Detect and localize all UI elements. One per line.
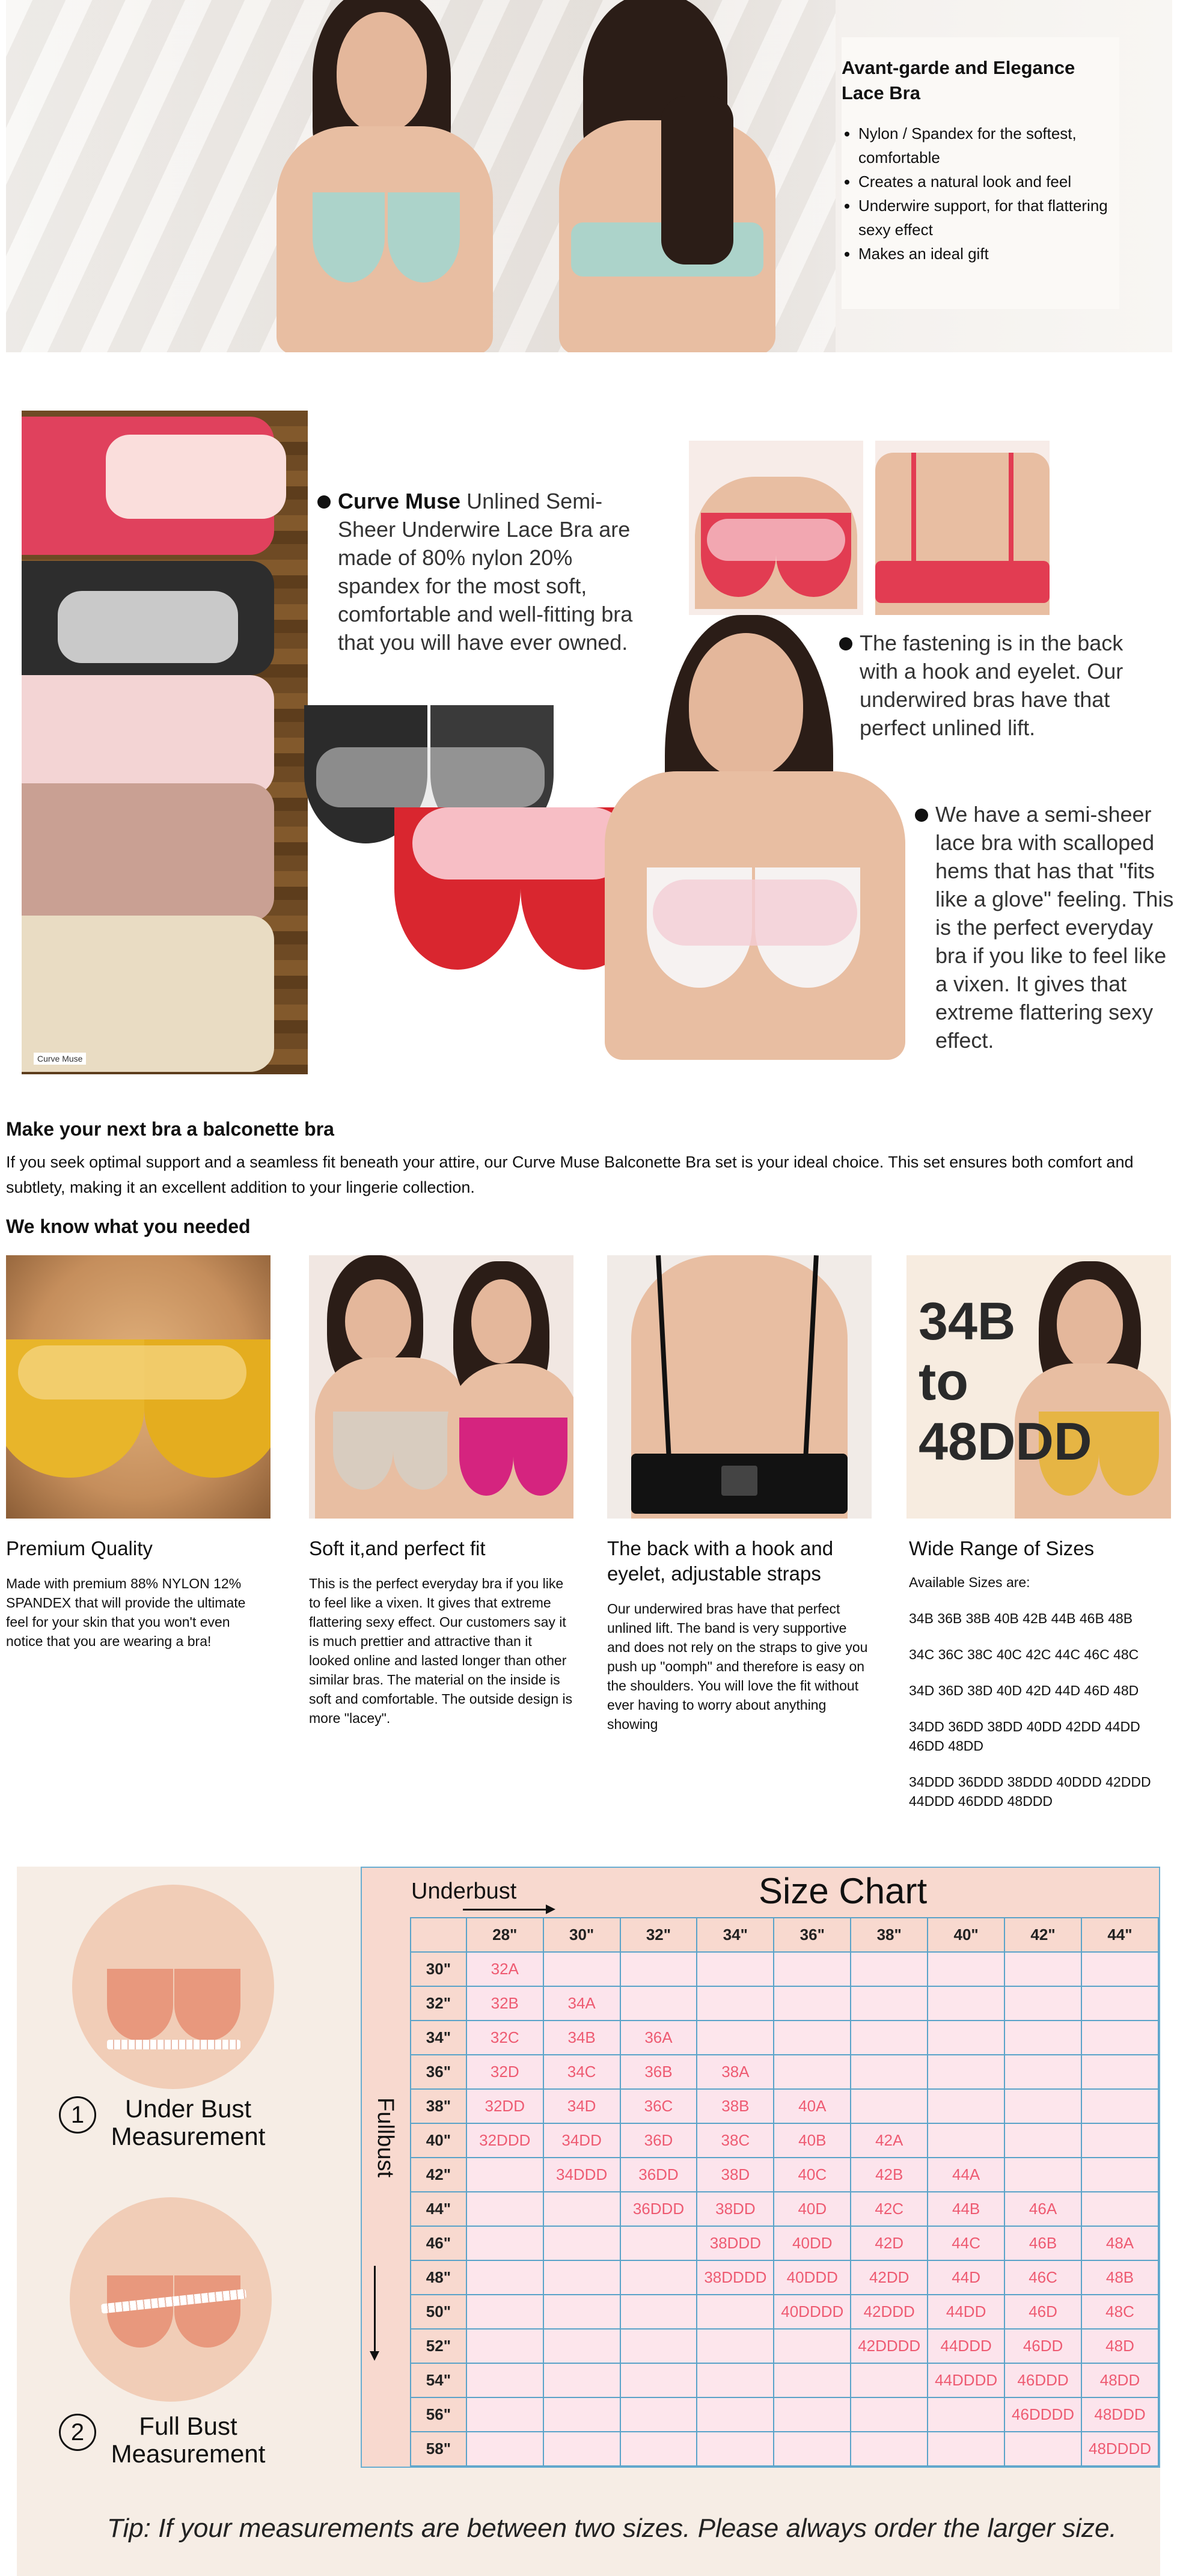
card-title: Premium Quality — [6, 1537, 153, 1559]
size-chart-row — [411, 2260, 1158, 2295]
size-chart-cell: 34D — [543, 2089, 620, 2123]
size-chart-cell — [697, 2432, 774, 2466]
hero-bullet-list — [858, 121, 1117, 266]
size-chart-cell: 34B — [543, 2021, 620, 2055]
size-chart-cell — [928, 2055, 1004, 2089]
size-chart-cell — [697, 2329, 774, 2363]
size-chart-cell: 36DDD — [620, 2192, 697, 2226]
size-chart-cell — [851, 2055, 928, 2089]
size-chart-cell — [851, 2363, 928, 2397]
size-chart-cell — [620, 2329, 697, 2363]
size-chart-cell — [1004, 1952, 1081, 1986]
sizes-row: 34DD 36DD 38DD 40DD 42DD 44DD 46DD 48DD — [909, 1719, 1140, 1754]
size-chart-cell — [620, 2363, 697, 2397]
red-bra-front-image — [689, 441, 863, 615]
size-chart-row — [411, 1986, 1158, 2021]
size-chart-cell: 38B — [697, 2089, 774, 2123]
size-chart-cell — [620, 1952, 697, 1986]
fullbust-row-header: 50" — [411, 2295, 466, 2329]
card-text: Made with premium 88% NYLON 12% SPANDEX that will provide the ultimate feel for your skin that you won't even notice that you are wearing a bra! — [6, 1576, 246, 1649]
size-chart-cell — [543, 2295, 620, 2329]
back-hook-eyelet-image — [607, 1255, 872, 1519]
size-chart-cell: 46DDD — [1004, 2363, 1081, 2397]
card-text: Our underwired bras have that perfect unlined lift. The band is very supportive and does not rely on the straps to give you push up "oomph" and therefore is easy on the shoulders. You will love the fit without ever having to worry about anything showing — [607, 1601, 868, 1732]
underbust-label: Underbust — [411, 1879, 517, 1904]
size-chart-cell — [466, 2158, 543, 2192]
size-chart-row — [411, 2329, 1158, 2363]
size-chart-cell — [851, 2089, 928, 2123]
size-chart-cell — [697, 2021, 774, 2055]
wood-background-bras-image — [22, 411, 308, 1074]
size-chart-cell — [774, 2329, 851, 2363]
size-tip: Tip: If your measurements are between two sizes. Please always order the larger size. — [107, 2513, 1117, 2543]
size-chart-cell — [774, 2432, 851, 2466]
underbust-column-header: 44" — [1081, 1918, 1158, 1952]
size-chart-cell — [851, 1952, 928, 1986]
fullbust-row-header: 32" — [411, 1986, 466, 2021]
card-title: Soft it,and perfect fit — [309, 1537, 486, 1559]
size-chart-cell: 38D — [697, 2158, 774, 2192]
size-chart-cell: 46D — [1004, 2295, 1081, 2329]
size-range-image — [906, 1255, 1171, 1519]
size-chart-cell — [1004, 2089, 1081, 2123]
size-chart-table — [410, 1917, 1159, 2467]
size-chart-cell — [466, 2432, 543, 2466]
size-chart-cell: 40DD — [774, 2226, 851, 2260]
size-chart-row — [411, 1952, 1158, 1986]
size-chart-cell — [466, 2192, 543, 2226]
bullet-dot — [839, 637, 852, 650]
fullbust-row-header: 56" — [411, 2397, 466, 2432]
size-chart-cell — [620, 2397, 697, 2432]
size-chart-body — [411, 1952, 1158, 2466]
size-chart-cell — [1004, 1986, 1081, 2021]
size-chart-cell: 48C — [1081, 2295, 1158, 2329]
size-chart-cell: 40B — [774, 2123, 851, 2158]
under-bust-label: Under Bust Measurement — [111, 2094, 266, 2150]
size-chart-cell — [1081, 2123, 1158, 2158]
size-chart-cell: 38DDD — [697, 2226, 774, 2260]
size-chart-table-panel — [361, 1867, 1160, 2468]
card-title: Wide Range of Sizes — [909, 1537, 1095, 1559]
size-chart-cell — [851, 2397, 928, 2432]
size-chart-cell — [1081, 2192, 1158, 2226]
size-chart-cell: 32B — [466, 1986, 543, 2021]
size-chart-cell — [1004, 2123, 1081, 2158]
hero-banner — [6, 0, 1172, 352]
brand-name: Curve Muse — [338, 489, 461, 513]
size-chart-cell: 38C — [697, 2123, 774, 2158]
bullet-dot — [317, 495, 331, 509]
size-chart-cell — [697, 1952, 774, 1986]
size-chart-cell: 48D — [1081, 2329, 1158, 2363]
fullbust-row-header: 34" — [411, 2021, 466, 2055]
size-chart-cell: 42DDD — [851, 2295, 928, 2329]
size-chart-cell — [851, 2432, 928, 2466]
size-chart-cell — [1081, 2055, 1158, 2089]
bullet-dot — [915, 809, 928, 822]
size-chart-cell: 40C — [774, 2158, 851, 2192]
collage-bullet-1: Curve Muse Unlined Semi-Sheer Underwire Lace Bra are made of 80% nylon 20% spandex for the most soft, comfortable and well-fitting bra that you will have ever owned. — [338, 487, 650, 656]
size-chart-cell — [543, 2260, 620, 2295]
size-chart-cell: 46B — [1004, 2226, 1081, 2260]
size-chart-cell: 48A — [1081, 2226, 1158, 2260]
sizes-row: 34DDD 36DDD 38DDD 40DDD 42DDD 44DDD 46DDD 48DDD — [909, 1774, 1151, 1809]
size-chart-cell — [1081, 2021, 1158, 2055]
hero-bullet: • Creates a natural look and feel — [858, 170, 1117, 194]
collage-bullet-3: We have a semi-sheer lace bra with scalloped hems that has that "fits like a glove" feeling. This is the perfect everyday bra if you like to feel like a vixen. It gives that extreme flattering sexy effect. — [935, 800, 1176, 1054]
underbust-column-header: 40" — [928, 1918, 1004, 1952]
size-chart-cell: 44B — [928, 2192, 1004, 2226]
fullbust-row-header: 46" — [411, 2226, 466, 2260]
underbust-column-header: 32" — [620, 1918, 697, 1952]
size-chart-cell — [543, 2363, 620, 2397]
size-chart-cell: 40A — [774, 2089, 851, 2123]
fullbust-row-header: 58" — [411, 2432, 466, 2466]
size-chart-header-row — [411, 1918, 1158, 1952]
size-chart-cell: 46DD — [1004, 2329, 1081, 2363]
sizes-intro: Available Sizes are: — [909, 1574, 1030, 1590]
size-chart-cell — [466, 2260, 543, 2295]
fullbust-label: Fullbust — [373, 2097, 398, 2178]
sizes-row: 34D 36D 38D 40D 42D 44D 46D 48D — [909, 1683, 1139, 1698]
size-chart-cell — [928, 1986, 1004, 2021]
size-chart-row — [411, 2123, 1158, 2158]
size-chart-cell — [620, 2260, 697, 2295]
size-chart-cell: 44C — [928, 2226, 1004, 2260]
size-chart-cell — [543, 1952, 620, 1986]
size-chart-cell: 40D — [774, 2192, 851, 2226]
size-chart-row — [411, 2021, 1158, 2055]
size-chart-cell: 36A — [620, 2021, 697, 2055]
balconette-text: If you seek optimal support and a seamless fit beneath your attire, our Curve Muse Balconette Bra set is your ideal choice. This set ensures both comfort and subtlety, making it an excellent addition to your lingerie collection. — [6, 1153, 1134, 1196]
size-chart-cell — [1081, 1952, 1158, 1986]
size-chart-cell — [1081, 1986, 1158, 2021]
soft-perfect-fit-image — [309, 1255, 573, 1519]
size-chart-cell — [697, 2363, 774, 2397]
underbust-column-header: 36" — [774, 1918, 851, 1952]
right-arrow-icon — [463, 1909, 553, 1911]
fullbust-row-header: 40" — [411, 2123, 466, 2158]
size-chart-cell — [1004, 2055, 1081, 2089]
fullbust-row-header: 44" — [411, 2192, 466, 2226]
size-chart-cell: 46DDDD — [1004, 2397, 1081, 2432]
size-chart-cell: 42B — [851, 2158, 928, 2192]
size-chart-cell — [851, 2021, 928, 2055]
size-chart-row — [411, 2226, 1158, 2260]
sizes-row: 34B 36B 38B 40B 42B 44B 46B 48B — [909, 1611, 1133, 1626]
size-chart-cell — [543, 2397, 620, 2432]
size-chart-cell — [774, 2055, 851, 2089]
size-chart-cell — [620, 2226, 697, 2260]
size-chart-cell — [697, 1986, 774, 2021]
size-chart-cell — [620, 2295, 697, 2329]
size-chart-cell: 34A — [543, 1986, 620, 2021]
step-number: 2 — [59, 2414, 96, 2451]
size-chart-cell — [620, 1986, 697, 2021]
size-chart-cell: 44DDD — [928, 2329, 1004, 2363]
underbust-column-header: 28" — [466, 1918, 543, 1952]
size-chart-cell: 32A — [466, 1952, 543, 1986]
size-chart-cell — [466, 2329, 543, 2363]
size-chart-row — [411, 2055, 1158, 2089]
size-chart-cell — [466, 2397, 543, 2432]
size-chart-row — [411, 2363, 1158, 2397]
size-chart-row — [411, 2432, 1158, 2466]
size-chart-cell — [620, 2432, 697, 2466]
premium-quality-image — [6, 1255, 271, 1519]
underbust-column-header: 34" — [697, 1918, 774, 1952]
size-chart-cell: 32D — [466, 2055, 543, 2089]
size-chart-cell: 32DD — [466, 2089, 543, 2123]
size-chart-cell: 40DDD — [774, 2260, 851, 2295]
sizes-list — [909, 1573, 1173, 1828]
size-chart-cell: 42DDDD — [851, 2329, 928, 2363]
size-chart-cell: 48B — [1081, 2260, 1158, 2295]
size-chart-cell: 38DDDD — [697, 2260, 774, 2295]
under-bust-illustration — [72, 1885, 274, 2089]
hero-bullet: • Underwire support, for that flattering sexy effect — [858, 194, 1117, 242]
size-chart-row — [411, 2295, 1158, 2329]
red-bra-back-image — [875, 441, 1050, 615]
size-chart-cell — [928, 2089, 1004, 2123]
fullbust-row-header: 54" — [411, 2363, 466, 2397]
size-chart-cell — [543, 2329, 620, 2363]
size-chart-cell — [466, 2295, 543, 2329]
fullbust-row-header: 48" — [411, 2260, 466, 2295]
size-chart-cell — [1081, 2158, 1158, 2192]
size-chart-cell — [774, 2397, 851, 2432]
size-chart-cell: 36C — [620, 2089, 697, 2123]
fullbust-row-header: 38" — [411, 2089, 466, 2123]
size-chart-cell: 42A — [851, 2123, 928, 2158]
size-chart-cell: 44D — [928, 2260, 1004, 2295]
size-range-image-text: 34B to 48DDD — [919, 1291, 1092, 1471]
underbust-column-header: 42" — [1004, 1918, 1081, 1952]
size-chart-cell: 42D — [851, 2226, 928, 2260]
size-chart-cell — [543, 2192, 620, 2226]
size-chart-row — [411, 2158, 1158, 2192]
size-chart-cell: 44DDDD — [928, 2363, 1004, 2397]
size-chart-cell — [928, 2397, 1004, 2432]
down-arrow-icon — [374, 2266, 376, 2356]
size-chart-cell: 34DDD — [543, 2158, 620, 2192]
size-chart-cell: 42C — [851, 2192, 928, 2226]
underbust-column-header: 30" — [543, 1918, 620, 1952]
size-chart-cell — [1081, 2089, 1158, 2123]
size-chart-cell — [851, 1986, 928, 2021]
size-chart-cell: 46C — [1004, 2260, 1081, 2295]
size-chart-cell — [466, 2226, 543, 2260]
card-title: The back with a hook and eyelet, adjustable straps — [607, 1537, 834, 1585]
size-chart-cell — [774, 1986, 851, 2021]
card-text: This is the perfect everyday bra if you like to feel like a vixen. It gives that extreme flattering sexy effect. Our customers say it is much prettier and attractive than it looked online and lasted longer than other similar bras. The material on the inside is soft and comfortable. The outside design is more "lacey". — [309, 1576, 573, 1726]
model-front-image — [264, 0, 517, 352]
fullbust-row-header: 52" — [411, 2329, 466, 2363]
size-chart-cell — [697, 2295, 774, 2329]
tag-label: Curve Muse — [34, 1053, 86, 1065]
size-chart-cell: 34C — [543, 2055, 620, 2089]
product-collage — [22, 411, 1174, 1078]
size-chart-cell — [543, 2432, 620, 2466]
size-chart-cell: 34DD — [543, 2123, 620, 2158]
size-chart-cell — [774, 2363, 851, 2397]
fullbust-row-header: 30" — [411, 1952, 466, 1986]
size-chart-cell: 48DDD — [1081, 2397, 1158, 2432]
size-chart-row — [411, 2397, 1158, 2432]
size-chart-row — [411, 2089, 1158, 2123]
size-chart-cell: 36B — [620, 2055, 697, 2089]
needs-heading: We know what you needed — [6, 1216, 251, 1237]
size-chart-cell: 44DD — [928, 2295, 1004, 2329]
size-chart-cell — [928, 2021, 1004, 2055]
size-chart-cell — [928, 2432, 1004, 2466]
size-chart-cell — [1004, 2158, 1081, 2192]
size-chart-cell: 32DDD — [466, 2123, 543, 2158]
size-chart-cell — [774, 1952, 851, 1986]
size-chart-cell — [928, 1952, 1004, 1986]
size-chart-cell: 32C — [466, 2021, 543, 2055]
fullbust-row-header: 42" — [411, 2158, 466, 2192]
step-number: 1 — [59, 2096, 96, 2134]
size-chart-cell — [697, 2397, 774, 2432]
size-chart-cell: 36DD — [620, 2158, 697, 2192]
hero-bullet: • Nylon / Spandex for the softest, comfortable — [858, 121, 1117, 170]
hero-title: Avant-garde and Elegance Lace Bra — [842, 57, 1075, 103]
size-chart-cell: 40DDDD — [774, 2295, 851, 2329]
size-chart-cell: 48DDDD — [1081, 2432, 1158, 2466]
size-chart-cell — [543, 2226, 620, 2260]
size-chart-cell: 36D — [620, 2123, 697, 2158]
size-chart-cell: 44A — [928, 2158, 1004, 2192]
size-chart-cell: 38DD — [697, 2192, 774, 2226]
fullbust-row-header: 36" — [411, 2055, 466, 2089]
collage-bullet-2: The fastening is in the back with a hook and eyelet. Our underwired bras have that perfect unlined lift. — [860, 629, 1148, 742]
size-chart-cell: 48DD — [1081, 2363, 1158, 2397]
hero-feature-card — [842, 37, 1119, 309]
chart-title: Size Chart — [759, 1871, 928, 1911]
model-back-image — [535, 0, 799, 352]
full-bust-label: Full Bust Measurement — [111, 2412, 266, 2468]
size-chart-cell — [1004, 2021, 1081, 2055]
size-chart-cell: 46A — [1004, 2192, 1081, 2226]
size-chart-cell: 42DD — [851, 2260, 928, 2295]
size-chart-row — [411, 2192, 1158, 2226]
balconette-heading: Make your next bra a balconette bra — [6, 1118, 334, 1140]
size-chart-cell: 38A — [697, 2055, 774, 2089]
size-chart-cell — [774, 2021, 851, 2055]
sizes-row: 34C 36C 38C 40C 42C 44C 46C 48C — [909, 1647, 1139, 1662]
size-chart-panel — [17, 1867, 1160, 2576]
size-chart-cell — [928, 2123, 1004, 2158]
underbust-column-header: 38" — [851, 1918, 928, 1952]
size-chart-cell — [466, 2363, 543, 2397]
hero-bullet: • Makes an ideal gift — [858, 242, 1117, 266]
size-chart-cell — [1004, 2432, 1081, 2466]
